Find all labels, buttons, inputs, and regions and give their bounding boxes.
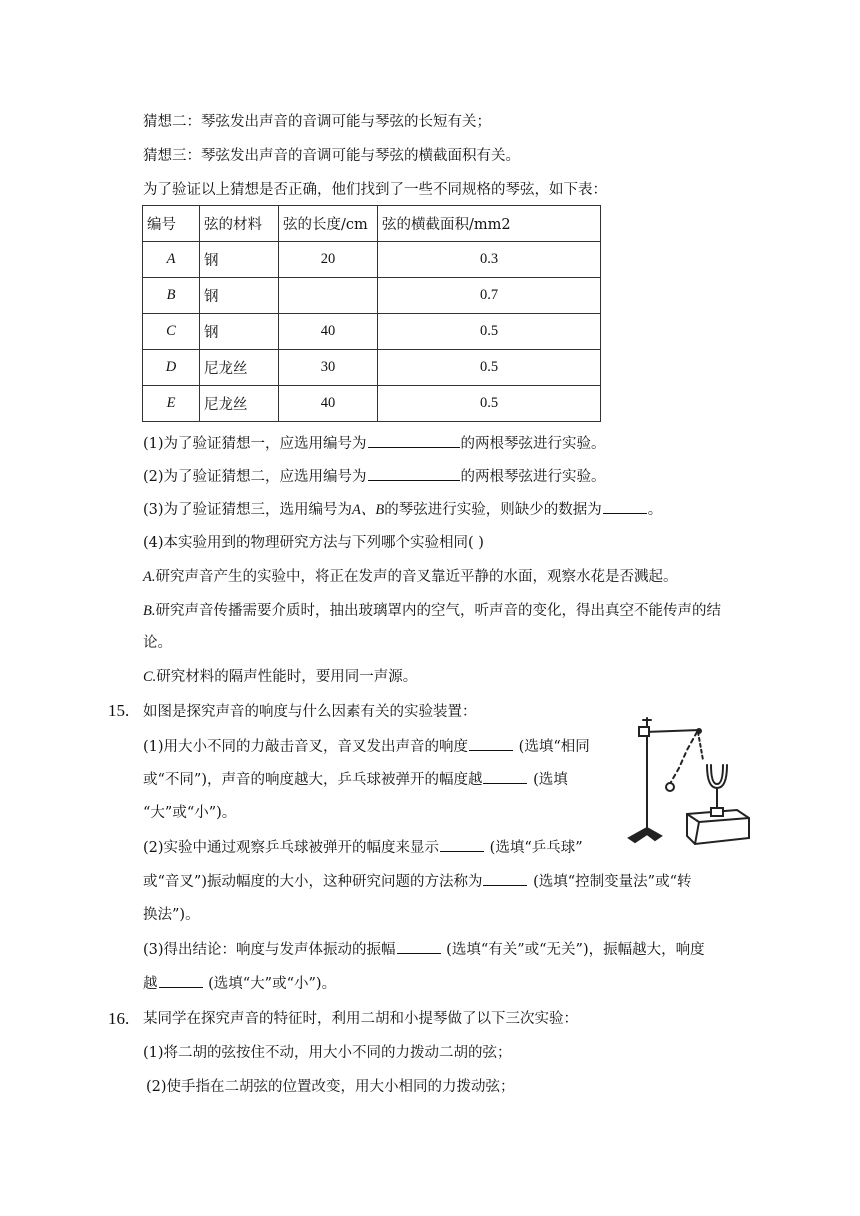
q15-line3: “大”或“小”)。 bbox=[143, 805, 237, 821]
q14-option-a bbox=[143, 567, 677, 587]
q16-line2: (2)使手指在二胡弦的位置改变，用大小相同的力拨动弦； bbox=[146, 1079, 515, 1095]
q14-part3-ids: A、B bbox=[352, 502, 385, 518]
q15-text: (选填“控制变量法”或“转 bbox=[528, 874, 692, 890]
tuning-fork-apparatus-figure bbox=[625, 710, 755, 860]
table-row bbox=[143, 314, 601, 350]
q14-option-b bbox=[143, 601, 721, 621]
col-header-area: 弦的横截面积/mm2 bbox=[378, 206, 601, 242]
cell-area: 0.5 bbox=[378, 314, 601, 350]
cell-length: 40 bbox=[279, 386, 378, 422]
answer-blank[interactable] bbox=[440, 837, 484, 852]
col-header-length: 弦的长度/cm bbox=[279, 206, 378, 242]
q15-line4 bbox=[143, 837, 583, 858]
table-header-row bbox=[143, 206, 601, 242]
cell-id: B bbox=[143, 278, 200, 314]
q15-text: (选填 bbox=[528, 772, 568, 788]
q15-number: 15. bbox=[108, 701, 130, 720]
cell-area: 0.3 bbox=[378, 242, 601, 278]
q14-part1-tail: 的两根琴弦进行实验。 bbox=[460, 436, 606, 452]
cell-id: D bbox=[143, 350, 200, 386]
q16-line1: (1)将二胡的弦按住不动，用大小不同的力拨动二胡的弦； bbox=[143, 1045, 512, 1061]
q14-part3-mid: 的琴弦进行实验，则缺少的数据为 bbox=[384, 502, 602, 518]
cell-area: 0.5 bbox=[378, 350, 601, 386]
guess-three: 猜想三：琴弦发出声音的音调可能与琴弦的横截面积有关。 bbox=[143, 148, 520, 164]
q15-line2 bbox=[143, 769, 568, 790]
q15-line6: 换法”)。 bbox=[143, 907, 200, 923]
q15-text: 或“不同”)，声音的响度越大，乒乓球被弹开的幅度越 bbox=[143, 772, 483, 788]
q14-part1-text: (1)为了验证猜想一，应选用编号为 bbox=[143, 436, 367, 452]
cell-id: E bbox=[143, 386, 200, 422]
q14-part3 bbox=[143, 499, 662, 520]
cell-id: C bbox=[143, 314, 200, 350]
option-label: A. bbox=[143, 569, 156, 585]
q14-part2-tail: 的两根琴弦进行实验。 bbox=[460, 469, 606, 485]
option-label: C. bbox=[143, 669, 157, 685]
q14-part3-text: (3)为了验证猜想三，选用编号为 bbox=[143, 502, 353, 518]
cell-material: 尼龙丝 bbox=[200, 350, 279, 386]
answer-blank[interactable] bbox=[483, 871, 527, 886]
cell-length: 20 bbox=[279, 242, 378, 278]
option-label: B. bbox=[143, 603, 156, 619]
q15-text: (1)用大小不同的力敲击音叉，音叉发出声音的响度 bbox=[143, 739, 469, 755]
q15-line7 bbox=[143, 939, 705, 960]
option-text: 研究材料的隔声性能时，要用同一声源。 bbox=[156, 669, 418, 685]
cell-material: 尼龙丝 bbox=[200, 386, 279, 422]
cell-length bbox=[279, 278, 378, 314]
cell-length: 40 bbox=[279, 314, 378, 350]
q14-part4: (4)本实验用到的物理研究方法与下列哪个实验相同( ) bbox=[143, 535, 484, 551]
table-intro: 为了验证以上猜想是否正确，他们找到了一些不同规格的琴弦，如下表： bbox=[143, 182, 607, 198]
answer-blank[interactable] bbox=[368, 433, 460, 448]
col-header-id: 编号 bbox=[143, 206, 200, 242]
q15-text: 越 bbox=[143, 976, 158, 992]
table-row bbox=[143, 350, 601, 386]
cell-area: 0.5 bbox=[378, 386, 601, 422]
q16-stem: 某同学在探究声音的特征时，利用二胡和小提琴做了以下三次实验： bbox=[143, 1011, 578, 1027]
answer-blank[interactable] bbox=[603, 499, 647, 514]
q15-text: 或“音叉”)振动幅度的大小，这种研究问题的方法称为 bbox=[143, 874, 483, 890]
answer-blank[interactable] bbox=[397, 939, 441, 954]
q14-option-b-cont: 论。 bbox=[143, 635, 172, 651]
q14-part1 bbox=[143, 433, 606, 454]
option-text: 研究声音传播需要介质时，抽出玻璃罩内的空气，听声音的变化，得出真空不能传声的结 bbox=[155, 603, 721, 619]
q14-part2-text: (2)为了验证猜想二，应选用编号为 bbox=[143, 469, 367, 485]
q15-text: (2)实验中通过观察乒乓球被弹开的幅度来显示 bbox=[143, 840, 440, 856]
answer-blank[interactable] bbox=[469, 736, 513, 751]
q15-line5 bbox=[143, 871, 692, 892]
cell-material: 钢 bbox=[200, 242, 279, 278]
q15-text: (选填“有关”或“无关”)，振幅越大，响度 bbox=[441, 942, 705, 958]
q15-line1 bbox=[143, 736, 590, 757]
cell-material: 钢 bbox=[200, 314, 279, 350]
q16-number: 16. bbox=[108, 1009, 130, 1028]
q14-part2 bbox=[143, 466, 606, 487]
q14-part3-tail: 。 bbox=[647, 502, 663, 518]
q15-line8 bbox=[143, 973, 336, 994]
cell-id: A bbox=[143, 242, 200, 278]
option-text: 研究声音产生的实验中，将正在发声的音叉靠近平静的水面，观察水花是否溅起。 bbox=[155, 569, 678, 585]
answer-blank[interactable] bbox=[368, 466, 460, 481]
table-row bbox=[143, 278, 601, 314]
table-row bbox=[143, 242, 601, 278]
cell-length: 30 bbox=[279, 350, 378, 386]
string-spec-table bbox=[142, 205, 601, 422]
q15-text: (选填“大”或“小”)。 bbox=[203, 976, 337, 992]
cell-area: 0.7 bbox=[378, 278, 601, 314]
answer-blank[interactable] bbox=[483, 769, 527, 784]
answer-blank[interactable] bbox=[159, 973, 203, 988]
col-header-material: 弦的材料 bbox=[200, 206, 279, 242]
guess-two: 猜想二：琴弦发出声音的音调可能与琴弦的长短有关； bbox=[143, 114, 491, 130]
q14-option-c bbox=[143, 667, 417, 687]
q15-stem: 如图是探究声音的响度与什么因素有关的实验装置： bbox=[143, 704, 477, 720]
q15-text: (选填“相同 bbox=[514, 739, 590, 755]
table-row bbox=[143, 386, 601, 422]
q15-text: (选填“乒乓球” bbox=[485, 840, 583, 856]
cell-material: 钢 bbox=[200, 278, 279, 314]
q15-text: (3)得出结论：响度与发声体振动的振幅 bbox=[143, 942, 396, 958]
